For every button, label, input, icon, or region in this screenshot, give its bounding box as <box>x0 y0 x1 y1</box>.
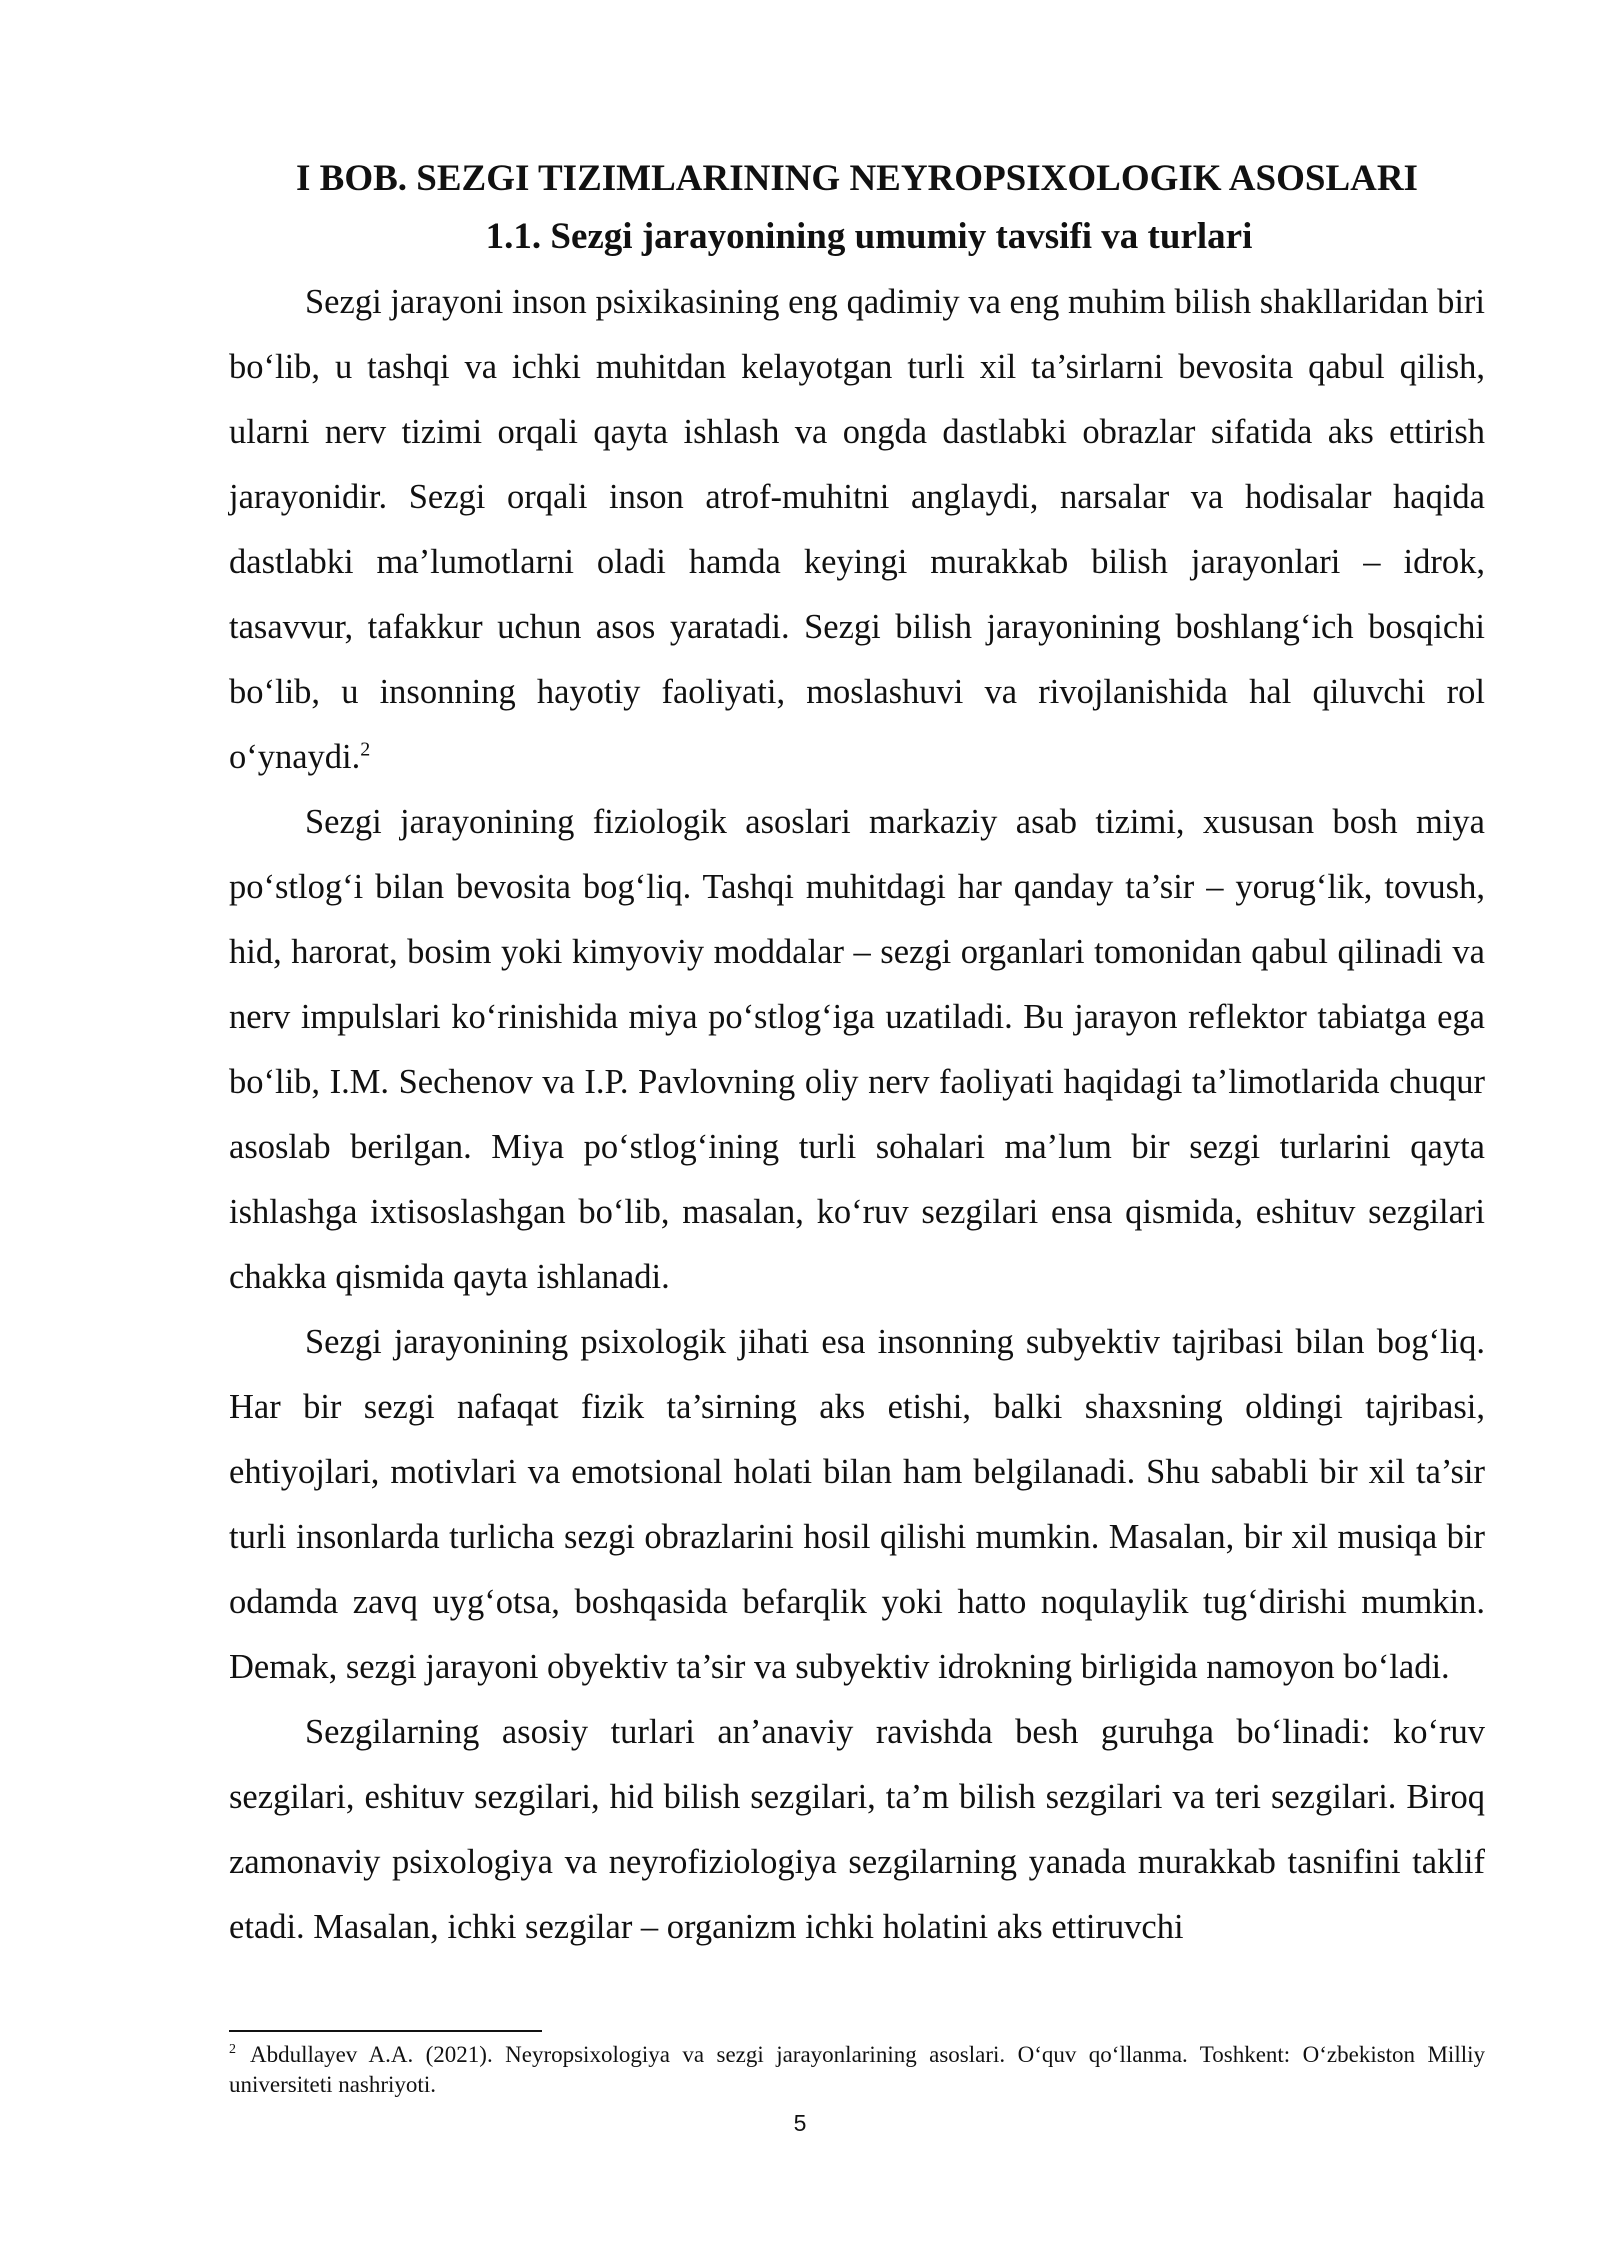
section-title: 1.1. Sezgi jarayonining umumiy tavsifi va turlari <box>485 216 1253 257</box>
footnote-reference[interactable]: 2 <box>360 738 371 761</box>
footnote <box>229 2040 1485 2100</box>
chapter-title: I BOB. SEZGI TIZIMLARINING NEYROPSIXOLOGIK ASOSLARI <box>296 158 1418 199</box>
paragraph-4 <box>229 1700 1485 1960</box>
paragraph-text: Sezgi jarayonining fiziologik asoslari markaziy asab tizimi, xususan bosh miya po‘stlog‘i bilan bevosita bog‘liq. Tashqi muhitdagi har qanday ta’sir – yorug‘lik, tovush, hid, harorat, bosim yoki kimyoviy moddalar – sezgi organlari tomonidan qabul qilinadi va nerv impulslari ko‘rinishida miya po‘stlog‘iga uzatiladi. Bu jarayon reflektor tabiatga ega bo‘lib, I.M. Sechenov va I.P. Pavlovning oliy nerv faoliyati haqidagi ta’limotlarida chuqur asoslab berilgan. Miya po‘stlog‘ining turli sohalari ma’lum bir sezgi turlarini qayta ishlashga ixtisoslashgan bo‘lib, masalan, ko‘ruv sezgilari ensa qismida, eshituv sezgilari chakka qismida qayta ishlanadi. <box>229 803 1485 1296</box>
page-number: 5 <box>793 2110 807 2136</box>
paragraph-text: Sezgilarning asosiy turlari an’anaviy ravishda besh guruhga bo‘linadi: ko‘ruv sezgilari, eshituv sezgilari, hid bilish sezgilari, ta’m bilish sezgilari va teri sezgilari. Biroq zamonaviy psixologiya va neyrofiziologiya sezgilarning yanada murakkab tasnifini taklif etadi. Masalan, ichki sezgilar – organizm ichki holatini aks ettiruvchi <box>229 1713 1485 1946</box>
footnote-number: 2 <box>229 2042 236 2058</box>
paragraph-text: Sezgi jarayoni inson psixikasining eng qadimiy va eng muhim bilish shakllaridan biri bo‘lib, u tashqi va ichki muhitdan kelayotgan turli xil ta’sirlarni bevosita qabul qilish, ularni nerv tizimi orqali qayta ishlash va ongda dastlabki obrazlar sifatida aks ettirish jarayonidir. Sezgi orqali inson atrof-muhitni anglaydi, narsalar va hodisalar haqida dastlabki ma’lumotlarni oladi hamda keyingi murakkab bilish jarayonlari – idrok, tasavvur, tafakkur uchun asos yaratadi. Sezgi bilish jarayonining boshlang‘ich bosqichi bo‘lib, u insonning hayotiy faoliyati, moslashuvi va rivojlanishida hal qiluvchi rol o‘ynaydi. <box>229 283 1485 776</box>
page-body <box>229 150 1485 1960</box>
paragraph-3 <box>229 1310 1485 1700</box>
footnote-separator <box>229 2030 542 2032</box>
footnote-text: Abdullayev A.A. (2021). Neyropsixologiya va sezgi jarayonlarining asoslari. O‘quv qo‘llanma. Toshkent: O‘zbekiston Milliy universiteti nashriyoti. <box>229 2042 1485 2097</box>
paragraph-1 <box>229 270 1485 790</box>
paragraph-2 <box>229 790 1485 1310</box>
paragraph-text: Sezgi jarayonining psixologik jihati esa insonning subyektiv tajribasi bilan bog‘liq. Har bir sezgi nafaqat fizik ta’sirning aks etishi, balki shaxsning oldingi tajribasi, ehtiyojlari, motivlari va emotsional holati bilan ham belgilanadi. Shu sababli bir xil ta’sir turli insonlarda turlicha sezgi obrazlarini hosil qilishi mumkin. Masalan, bir xil musiqa bir odamda zavq uyg‘otsa, boshqasida befarqlik yoki hatto noqulaylik tug‘dirishi mumkin. Demak, sezgi jarayoni obyektiv ta’sir va subyektiv idrokning birligida namoyon bo‘ladi. <box>229 1323 1485 1686</box>
